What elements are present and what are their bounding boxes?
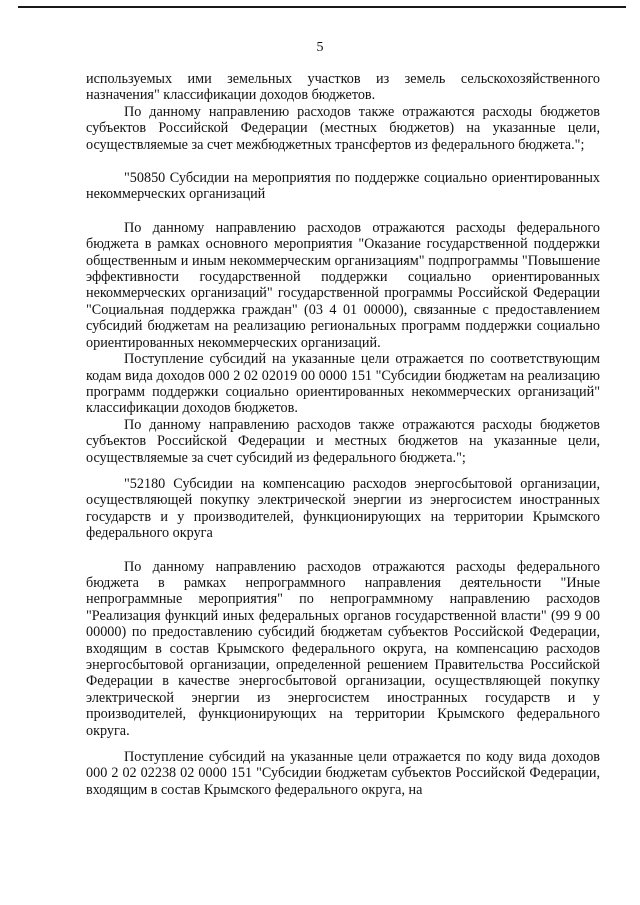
- document-body: [86, 71, 600, 798]
- section-heading-52180: "52180 Субсидии на компенсацию расходов энергосбытовой организации, осуществляющей покупку электрической энергии из энергосистем иностранных государств и у производителей, функционирующих на территории Крымского федерального округа: [86, 475, 600, 542]
- paragraph-2: По данному направлению расходов также отражаются расходы бюджетов субъектов Российской Федерации (местных бюджетов) на указанные цели, осуществляемые за счет межбюджетных трансфертов из федерального бюджета.";: [86, 103, 600, 153]
- paragraph-3: По данному направлению расходов отражаются расходы федерального бюджета в рамках основного мероприятия "Оказание государственной поддержки общественным и иным некоммерческим организациям" подпрограммы "Повышение эффективности государственной поддержки социально ориентированных некоммерческих организаций" государственной программы Российской Федерации "Социальная поддержка граждан" (03 4 01 00000), связанные с предоставлением субсидий бюджетам на реализацию региональных программ поддержки социально ориентированных некоммерческих организаций.: [86, 219, 600, 351]
- section-heading-50850: "50850 Субсидии на мероприятия по поддержке социально ориентированных некоммерческих организаций: [86, 170, 600, 203]
- paragraph-1: используемых ими земельных участков из земель сельскохозяйственного назначения" классификации доходов бюджетов.: [86, 71, 600, 104]
- top-border-line: [18, 6, 626, 8]
- paragraph-4: Поступление субсидий на указанные цели отражается по соответствующим кодам вида доходов 000 2 02 02019 00 0000 151 "Субсидии бюджетам на реализацию программ поддержки социально ориентированных некоммерческих организаций" классификации доходов бюджетов.: [86, 351, 600, 417]
- paragraph-5: По данному направлению расходов также отражаются расходы бюджетов субъектов Российской Федерации и местных бюджетов на указанные цели, осуществляемые за счет субсидий из федерального бюджета.";: [86, 416, 600, 466]
- paragraph-6: По данному направлению расходов отражаются расходы федерального бюджета в рамках непрограммного направления деятельности "Иные непрограммные мероприятия" по непрограммному направлению расходов "Реализация функций иных федеральных органов государственной власти" (99 9 00 00000) по предоставлению субсидий бюджетам субъектов Российской Федерации, входящим в состав Крымского федерального округа, на компенсацию расходов энергосбытовой организации, определенной решением Правительства Российской Федерации в качестве энергосбытовой организации, осуществляющей покупку электрической энергии из энергосистем иностранных государств и у производителей, функционирующих на территории Крымского федерального округа.: [86, 558, 600, 739]
- paragraph-7: Поступление субсидий на указанные цели отражается по коду вида доходов 000 2 02 02238 02 0000 151 "Субсидии бюджетам субъектов Российской Федерации, входящим в состав Крымского федерального округа, на: [86, 749, 600, 798]
- page-number: 5: [316, 40, 324, 55]
